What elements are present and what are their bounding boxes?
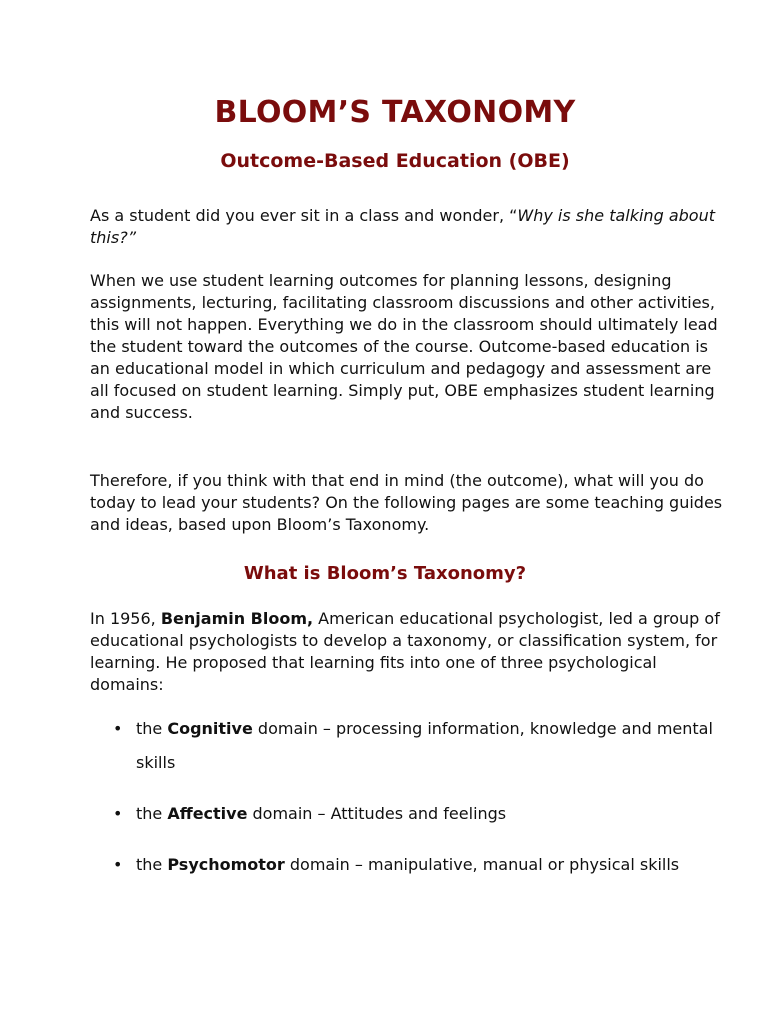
document-title: BLOOM’S TAXONOMY: [214, 95, 576, 130]
domain-prefix: the: [136, 855, 168, 874]
therefore-paragraph: Therefore, if you think with that end in mind (the outcome), what will you do today to lead your students? On the following pages are some teaching guides and ideas, based upon Bloom’s Taxonomy.: [90, 471, 723, 534]
outcomes-paragraph: When we use student learning outcomes for planning lessons, designing assignments, lecturing, facilitating classroom discussions and other activities, this will not happen. Everything we do in the classroom should ultimately lead the student toward the outcomes of the course. Outcome-based education is an educational model in which curriculum and pedagogy and assessment are all focused on student learning. Simply put, OBE emphasizes student learning and success.: [90, 271, 718, 422]
domain-description: domain – Attitudes and feelings: [247, 804, 507, 823]
list-item-affective: [113, 797, 733, 831]
domain-name: Cognitive: [167, 719, 253, 738]
bloom-name: Benjamin Bloom,: [160, 609, 314, 628]
bullet-icon: •: [113, 804, 123, 823]
document-subtitle: Outcome-Based Education (OBE): [220, 150, 570, 172]
domain-description: domain – processing information, knowledge and mental skills: [136, 719, 713, 772]
domain-name: Psychomotor: [167, 855, 285, 874]
list-item-cognitive: [113, 712, 733, 780]
domains-list: [113, 712, 733, 882]
domain-prefix: the: [136, 804, 168, 823]
list-item-psychomotor: [113, 848, 733, 882]
bloom-paragraph: [90, 608, 730, 696]
intro-text: As a student did you ever sit in a class and wonder, “: [90, 206, 518, 225]
bloom-suffix: American educational psychologist, led a group of educational psychologists to develop a taxonomy, or classification system, for learning. He proposed that learning fits into one of three psychological domains:: [90, 609, 720, 694]
bullet-icon: •: [113, 855, 123, 874]
domain-prefix: the: [136, 719, 168, 738]
bullet-icon: •: [113, 719, 123, 738]
intro-quote: Why is she talking about this?”: [90, 206, 715, 247]
domain-name: Affective: [167, 804, 248, 823]
bloom-prefix: In 1956,: [90, 609, 161, 628]
domain-description: domain – manipulative, manual or physical skills: [284, 855, 680, 874]
section-heading: What is Bloom’s Taxonomy?: [243, 563, 527, 584]
intro-paragraph: [90, 205, 730, 249]
